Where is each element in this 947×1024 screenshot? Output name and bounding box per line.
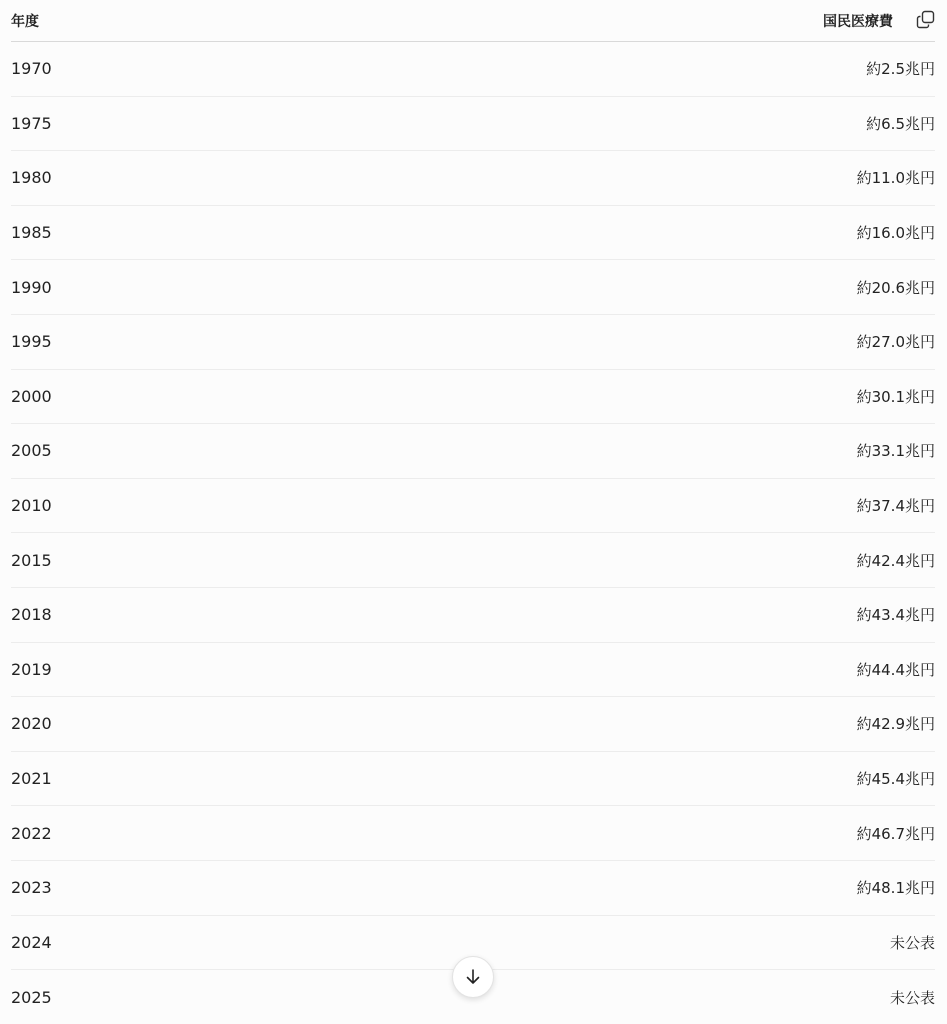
table-row: [11, 533, 935, 588]
copy-table-button[interactable]: [915, 10, 935, 30]
cell-year: 1980: [11, 168, 52, 188]
cell-year: 2020: [11, 714, 52, 734]
cell-year: 2021: [11, 769, 52, 789]
table-row: [11, 42, 935, 97]
cell-cost: 約20.6兆円: [856, 278, 935, 297]
cell-cost: 約44.4兆円: [856, 660, 935, 679]
cell-year: 1990: [11, 277, 52, 297]
cell-year: 2023: [11, 878, 52, 898]
cell-cost: 約6.5兆円: [866, 114, 935, 133]
table-row: [11, 588, 935, 643]
cell-cost: 約48.1兆円: [856, 879, 935, 898]
header-right: [823, 11, 935, 31]
header-cost: 国民医療費: [823, 13, 893, 30]
cell-year: 2005: [11, 441, 52, 461]
cell-year: 2025: [11, 987, 52, 1007]
table-row: [11, 424, 935, 479]
cell-cost: 約43.4兆円: [856, 606, 935, 625]
cell-cost: 約16.0兆円: [856, 224, 935, 243]
cell-cost: 未公表: [889, 933, 935, 952]
cell-cost: 未公表: [889, 988, 935, 1007]
cell-year: 2024: [11, 932, 52, 952]
table-row: [11, 315, 935, 370]
table-row: [11, 643, 935, 698]
header-year: 年度: [11, 13, 39, 30]
cell-cost: 約42.9兆円: [856, 715, 935, 734]
cell-cost: 約11.0兆円: [856, 169, 935, 188]
copy-icon: [916, 10, 935, 29]
cell-cost: 約42.4兆円: [856, 551, 935, 570]
table-row: [11, 260, 935, 315]
cell-cost: 約27.0兆円: [856, 333, 935, 352]
cell-year: 1975: [11, 113, 52, 133]
table-row: [11, 752, 935, 807]
table-header: [11, 0, 935, 42]
cell-cost: 約33.1兆円: [856, 442, 935, 461]
cell-year: 1995: [11, 332, 52, 352]
cell-year: 2000: [11, 386, 52, 406]
table-row: [11, 206, 935, 261]
scroll-down-button[interactable]: [452, 956, 494, 998]
cell-year: 2010: [11, 496, 52, 516]
table-row: [11, 479, 935, 534]
arrow-down-icon: [464, 968, 482, 986]
cell-cost: 約46.7兆円: [856, 824, 935, 843]
cell-cost: 約37.4兆円: [856, 497, 935, 516]
cell-year: 2019: [11, 659, 52, 679]
table-row: [11, 97, 935, 152]
table-body: [11, 42, 935, 1024]
data-table: [11, 0, 935, 1024]
cell-cost: 約30.1兆円: [856, 387, 935, 406]
cell-cost: 約2.5兆円: [866, 60, 935, 79]
table-row: [11, 697, 935, 752]
cell-cost: 約45.4兆円: [856, 770, 935, 789]
table-row: [11, 806, 935, 861]
cell-year: 2018: [11, 605, 52, 625]
cell-year: 2022: [11, 823, 52, 843]
cell-year: 2015: [11, 550, 52, 570]
table-row: [11, 151, 935, 206]
table-row: [11, 861, 935, 916]
table-row: [11, 370, 935, 425]
cell-year: 1985: [11, 223, 52, 243]
cell-year: 1970: [11, 59, 52, 79]
